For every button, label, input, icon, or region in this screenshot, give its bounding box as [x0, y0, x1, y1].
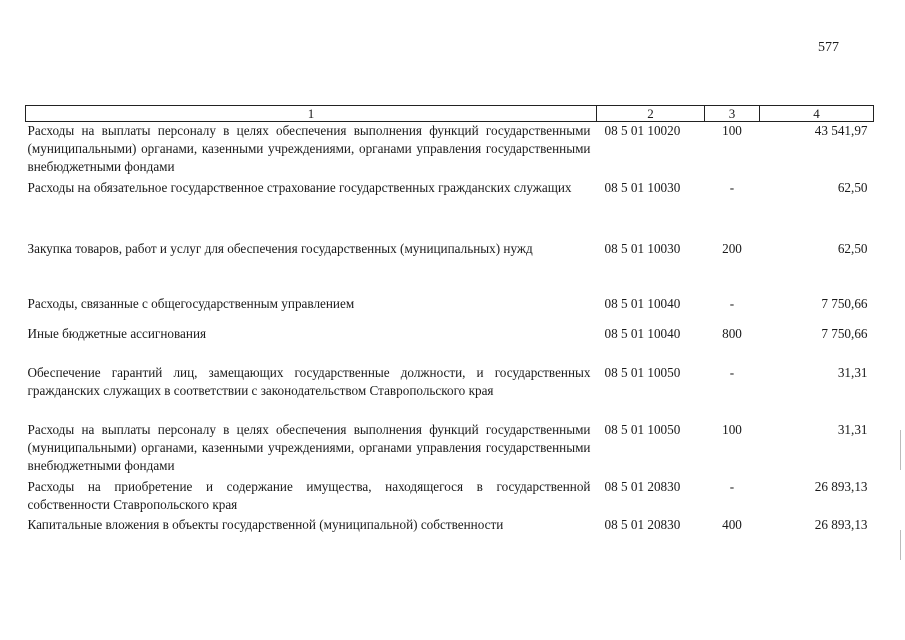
row-name: Расходы на выплаты персоналу в целях обеспечения выполнения функций государственными (муниципальными) органами, казенными учреждениями, органами управления государственными внебюджетными фондами [27, 421, 591, 473]
row-amount: 43 541,97 [814, 123, 868, 138]
row-type: - [729, 295, 735, 311]
table-row [26, 295, 874, 325]
row-code: 08 5 01 20830 [604, 516, 681, 532]
row-type: - [729, 364, 735, 380]
row-code: 08 5 01 10030 [604, 179, 681, 195]
table-row [26, 179, 874, 240]
row-type: - [729, 478, 735, 494]
row-type: 200 [722, 240, 742, 256]
row-amount: 26 893,13 [814, 478, 868, 494]
row-name: Капитальные вложения в объекты государственной (муниципальной) собственности [27, 516, 504, 532]
column-header-2: 2 [597, 106, 705, 122]
table-row [26, 240, 874, 295]
page-number: 577 [818, 40, 839, 55]
row-type: 800 [722, 325, 742, 341]
scan-artifact-line [900, 430, 901, 470]
budget-table [25, 105, 874, 536]
column-header-1: 1 [26, 106, 597, 122]
table-row [26, 478, 874, 516]
row-type: 400 [722, 516, 742, 532]
row-code: 08 5 01 10050 [604, 364, 681, 380]
row-amount: 31,31 [837, 421, 868, 437]
row-name: Обеспечение гарантий лиц, замещающих государственные должности, и государственных гражданских служащих в соответствии с законодательством Ставропольского края [27, 364, 591, 398]
table-row [26, 122, 874, 179]
row-code: 08 5 01 10020 [604, 123, 681, 138]
row-name: Иные бюджетные ассигнования [27, 325, 207, 341]
row-amount: 7 750,66 [821, 295, 868, 311]
row-type: 100 [722, 123, 742, 138]
row-code: 08 5 01 20830 [604, 478, 681, 494]
row-type: - [729, 179, 735, 195]
row-code: 08 5 01 10040 [604, 325, 681, 341]
row-code: 08 5 01 10030 [604, 240, 681, 256]
row-name: Расходы, связанные с общегосударственным управлением [27, 295, 355, 311]
row-name: Расходы на выплаты персоналу в целях обеспечения выполнения функций государственными (муниципальными) органами, казенными учреждениями, органами управления государственными внебюджетными фондами [27, 123, 591, 174]
table-row [26, 325, 874, 364]
row-code: 08 5 01 10040 [604, 295, 681, 311]
row-name: Закупка товаров, работ и услуг для обеспечения государственных (муниципальных) нужд [27, 240, 533, 256]
row-amount: 62,50 [837, 179, 868, 195]
row-name: Расходы на обязательное государственное страхование государственных гражданских служащих [27, 179, 572, 195]
table-row [26, 364, 874, 421]
row-type: 100 [722, 421, 742, 437]
row-amount: 62,50 [837, 240, 868, 256]
column-header-4: 4 [760, 106, 874, 122]
scan-artifact-line [900, 530, 901, 560]
row-amount: 7 750,66 [821, 325, 868, 341]
row-code: 08 5 01 10050 [604, 421, 681, 437]
column-header-3: 3 [705, 106, 760, 122]
row-name: Расходы на приобретение и содержание имущества, находящегося в государственной собственности Ставропольского края [27, 478, 591, 512]
table-row [26, 516, 874, 536]
table-header-row [26, 106, 874, 122]
table-row [26, 421, 874, 478]
row-amount: 31,31 [837, 364, 868, 380]
row-amount: 26 893,13 [814, 516, 868, 532]
